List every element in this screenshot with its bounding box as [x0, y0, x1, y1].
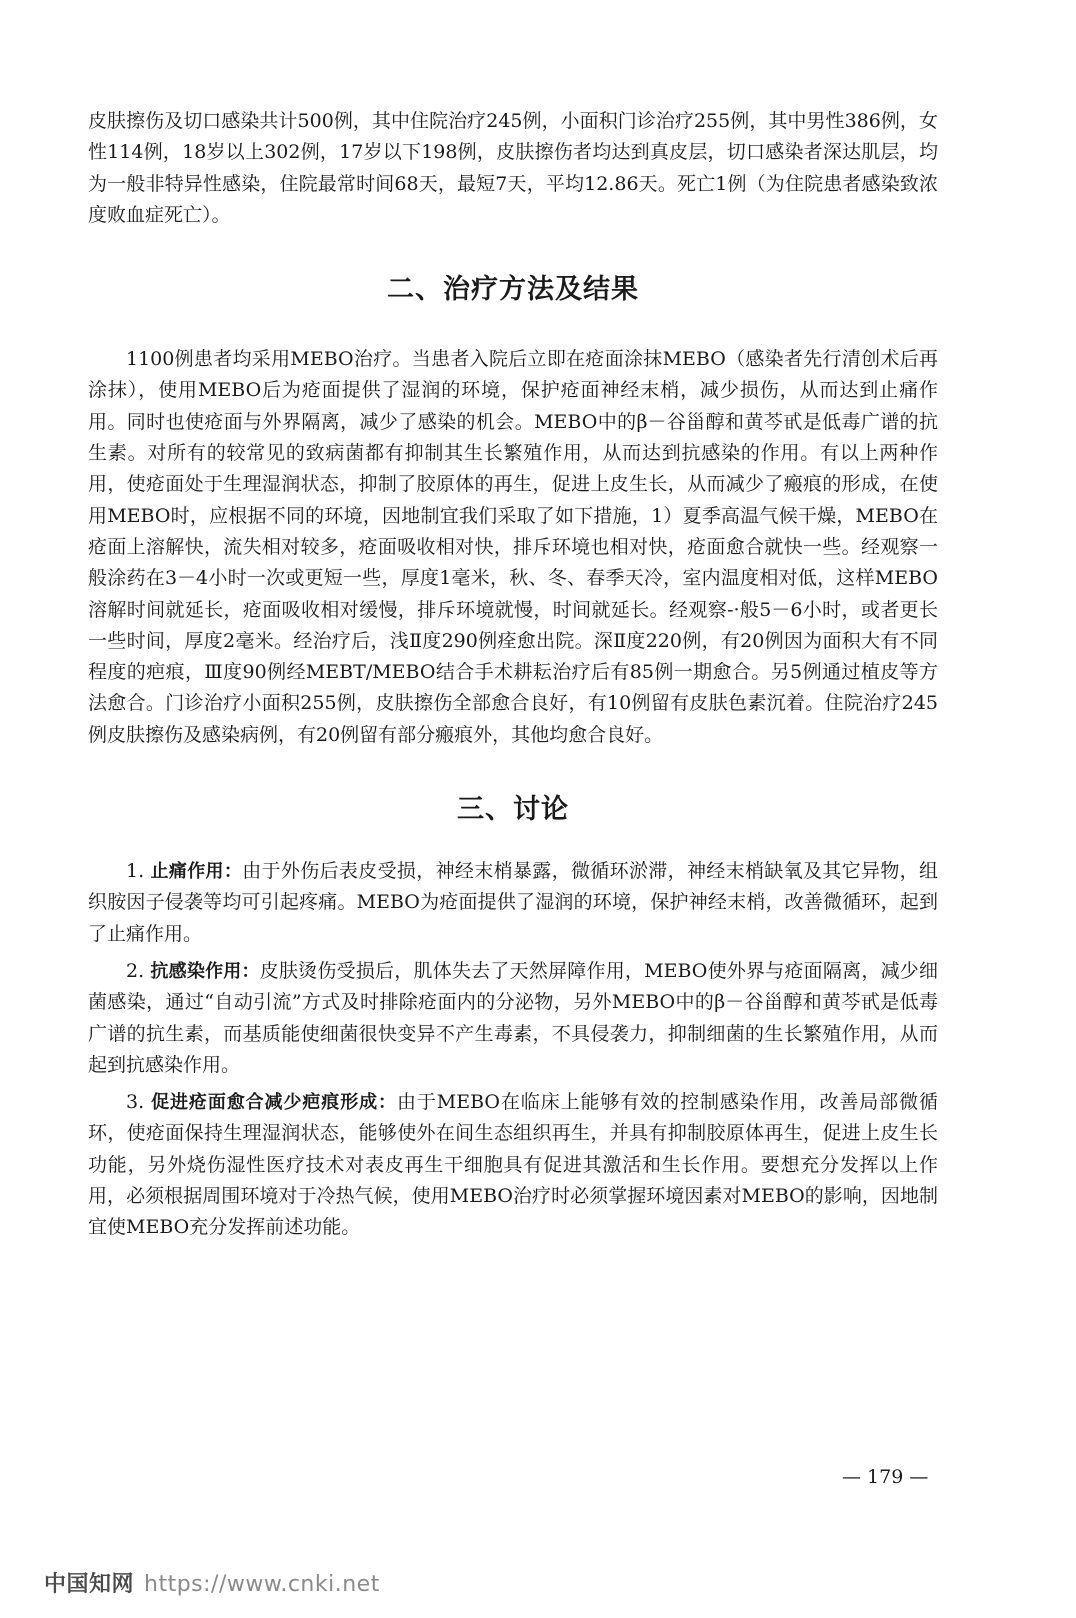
treatment-paragraph: 1100例患者均采用MEBO治疗。当患者入院后立即在疮面涂抹MEBO（感染者先行清创术后再涂抹），使用MEBO后为疮面提供了湿润的环境，保护疮面神经末梢，减少损伤，从而达到止痛作用。同时也使疮面与外界隔离，减少了感染的机会。MEBO中的β－谷甾醇和黄芩甙是低毒广谱的抗生素。对所有的较常见的致病菌都有抑制其生长繁殖作用，从而达到抗感染的作用。有以上两种作用，使疮面处于生理湿润状态，抑制了胶原体的再生，促进上皮生长，从而减少了瘢痕的形成，在使用MEBO时，应根据不同的环境，因地制宜我们采取了如下措施，1）夏季高温气候干燥，MEBO在疮面上溶解快，流失相对较多，疮面吸收相对快，排斥环境也相对快，疮面愈合就快一些。经观察一般涂药在3－4小时一次或更短一些，厚度1毫米，秋、冬、春季天冷，室内温度相对低，这样MEBO溶解时间就延长，疮面吸收相对缓慢，排斥环境就慢，时间就延长。经观察-·般5－6小时，或者更长一些时间，厚度2毫米。经治疗后，浅Ⅱ度290例痊愈出院。深Ⅱ度220例，有20例因为面积大有不同程度的疤痕，Ⅲ度90例经MEBT/MEBO结合手术耕耘治疗后有85例一期愈合。另5例通过植皮等方法愈合。门诊治疗小面积255例，皮肤擦伤全部愈合良好，有10例留有皮肤色素沉着。住院治疗245例皮肤擦伤及感染病例，有20例留有部分瘢痕外，其他均愈合良好。 [88, 348, 938, 746]
item-text: 由于外伤后表皮受损，神经末梢暴露，微循环淤滞，神经末梢缺氧及其它异物，组织胺因子侵袭等均可引起疼痛。MEBO为疮面提供了湿润的环境，保护神经末梢，改善微循环，起到了止痛作用。 [88, 860, 938, 945]
item-text: 由于MEBO在临床上能够有效的控制感染作用，改善局部微循环，使疮面保持生理湿润状态，能够使外在间生态组织再生，并具有抑制胶原体再生，促进上皮生长功能，另外烧伤湿性医疗技术对表皮再生干细胞具有促进其激活和生长作用。要想充分发挥以上作用，必须根据周围环境对于冷热气候，使用MEBO治疗时必须掌握环境因素对MEBO的影响，因地制宜使MEBO充分发挥前述功能。 [88, 1091, 939, 1239]
item-text: 皮肤烫伤受损后，肌体失去了天然屏障作用，MEBO使外界与疮面隔离，减少细菌感染，通过“自动引流”方式及时排除疮面内的分泌物，另外MEBO中的β－谷甾醇和黄芩甙是低毒广谱的抗生素，而基质能使细菌很快变异不产生毒素，不具侵袭力，抑制细菌的生长繁殖作用，从而起到抗感染作用。 [88, 959, 939, 1076]
footer-brand: 中国知网 [44, 1572, 135, 1597]
footer-url[interactable]: https://www.cnki.net [144, 1572, 380, 1597]
discussion-item-1 [88, 856, 938, 950]
item-number: 1. [126, 860, 145, 883]
item-term: 抗感染作用： [150, 960, 260, 982]
discussion-item-3 [88, 1087, 938, 1243]
section-heading-discussion: 三、讨论 [457, 794, 569, 826]
intro-paragraph: 皮肤擦伤及切口感染共计500例，其中住院治疗245例，小面积门诊治疗255例，其中男性386例，女性114例，18岁以上302例，17岁以下198例，皮肤擦伤者均达到真皮层，切口感染者深达肌层，均为一般非特异性感染，住院最常时间68天，最短7天，平均12.86天。死亡1例（为住院患者感染致浓度败血症死亡）。 [88, 110, 938, 226]
page-number: — 179 — [842, 1466, 929, 1488]
section-heading-treatment: 二、治疗方法及结果 [387, 274, 639, 306]
discussion-item-2 [88, 956, 938, 1081]
item-number: 3. [126, 1091, 145, 1114]
footer-watermark [44, 1567, 380, 1598]
page-body [88, 106, 938, 1244]
item-term: 促进疮面愈合减少疤痕形成： [151, 1092, 397, 1114]
item-number: 2. [126, 959, 145, 982]
item-term: 止痛作用： [150, 861, 243, 883]
